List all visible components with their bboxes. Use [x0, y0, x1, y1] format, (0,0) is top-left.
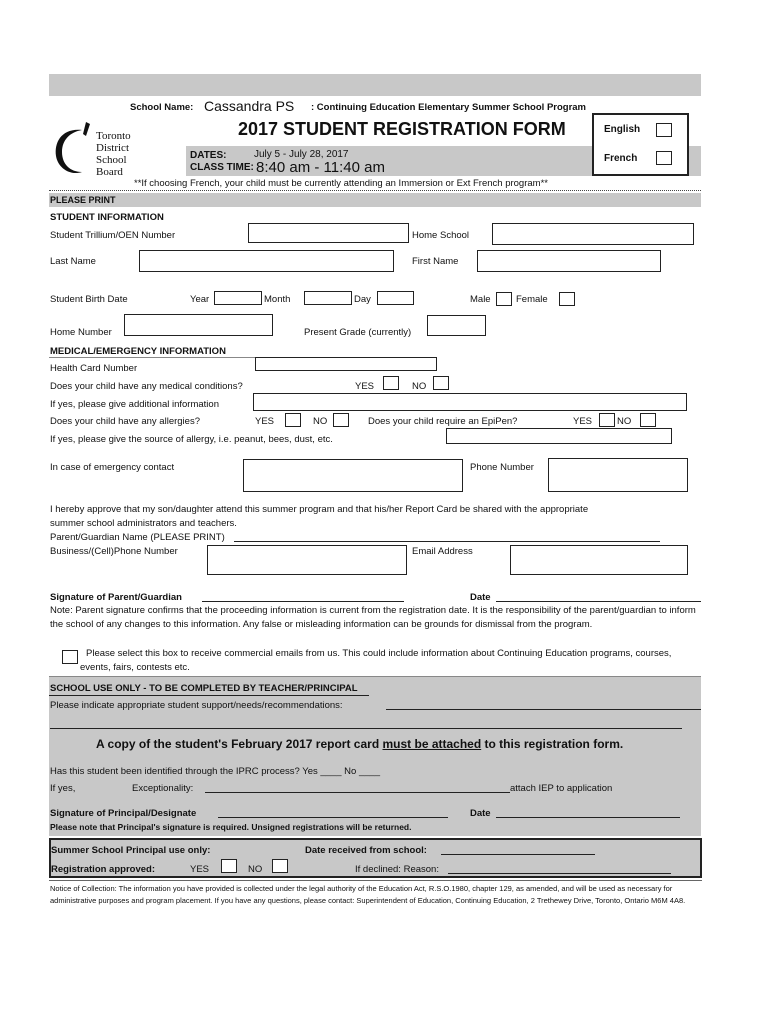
form-title: 2017 STUDENT REGISTRATION FORM [238, 119, 566, 139]
date-received-label: Date received from school: [305, 845, 427, 856]
principal-date-line[interactable] [496, 817, 680, 818]
report-card-underlined: must be attached [382, 737, 482, 751]
date-received-line[interactable] [441, 854, 595, 855]
first-name-label: First Name [412, 256, 459, 267]
iprc-question: Has this student been identified through the IPRC process? Yes ____ No ____ [50, 766, 381, 777]
home-number-input[interactable] [124, 314, 273, 336]
female-label: Female [516, 294, 548, 305]
school-name-label: School Name: [130, 102, 194, 113]
last-name-label: Last Name [50, 256, 96, 267]
female-checkbox[interactable] [559, 292, 575, 306]
male-label: Male [470, 294, 491, 305]
allergies-label: Does your child have any allergies? [50, 416, 200, 427]
last-name-input[interactable] [139, 250, 394, 272]
header-bar [49, 74, 701, 96]
email-opt-in-label: Please select this box to receive commercial emails from us. This could include information about Continuing Education programs, courses, events, fairs, contests etc. [80, 648, 672, 673]
phone-number-label: Phone Number [470, 462, 534, 473]
french-note: **If choosing French, your child must be currently attending an Immersion or Ext French program** [134, 178, 548, 189]
if-yes-label: If yes, [50, 783, 76, 794]
support-needs-line-2[interactable] [50, 728, 682, 729]
home-number-label: Home Number [50, 327, 112, 338]
year-input[interactable] [214, 291, 262, 305]
home-school-input[interactable] [492, 223, 694, 245]
present-grade-label: Present Grade (currently) [304, 327, 412, 338]
conditions-yes-checkbox[interactable] [383, 376, 399, 390]
notice-of-collection: Notice of Collection: The information you have provided is collected under the legal authority of the Education Act, R.S.O.1980, chapter 129, as amended, and will be used as necessary for administrative purposes and program placement. If you have any questions, please contact: Superintendent of Education, Continuing Education, 2 Trethewey Drive, Toronto, Ontario M6M 4A8. [50, 884, 686, 905]
principal-date-label: Date [470, 808, 491, 819]
support-needs-label: Please indicate appropriate student support/needs/recommendations: [50, 700, 343, 711]
emergency-contact-label: In case of emergency contact [50, 462, 175, 473]
present-grade-input[interactable] [427, 315, 486, 336]
birth-date-label: Student Birth Date [50, 294, 128, 305]
day-input[interactable] [377, 291, 414, 305]
english-checkbox[interactable] [656, 123, 672, 137]
business-phone-input[interactable] [207, 545, 407, 575]
language-box [592, 113, 689, 176]
conditions-yes-label: YES [355, 381, 375, 392]
class-time-label: CLASS TIME: [190, 162, 254, 173]
dates-label: DATES: [190, 150, 227, 161]
logo-line-2: District [96, 142, 129, 154]
logo-line-1: Toronto [96, 130, 131, 142]
email-input[interactable] [510, 545, 688, 575]
business-phone-label: Business/(Cell)Phone Number [50, 546, 178, 557]
email-label: Email Address [412, 546, 473, 557]
additional-info-input[interactable] [253, 393, 687, 411]
report-card-post: to this registration form. [481, 737, 624, 751]
year-label: Year [190, 294, 210, 305]
french-checkbox[interactable] [656, 151, 672, 165]
allergy-source-input[interactable] [446, 428, 672, 444]
reg-yes-checkbox[interactable] [221, 859, 237, 873]
approve-line-1: I hereby approve that my son/daughter attend this summer program and that his/her Report Card be shared with the appropriate [50, 504, 589, 515]
medical-heading: MEDICAL/EMERGENCY INFORMATION [50, 346, 226, 357]
principal-signature-label: Signature of Principal/Designate [50, 808, 197, 819]
reg-no-label: NO [248, 864, 263, 875]
program-name: : Continuing Education Elementary Summer School Program [311, 102, 587, 113]
guardian-signature-line[interactable] [202, 601, 404, 602]
principal-signature-line[interactable] [218, 817, 448, 818]
parent-note: Note: Parent signature confirms that the proceeding information is current from the registration date. It is the responsibility of the parent/guardian to inform the school of any changes to this information. Any false or misleading information can be grounds for dismissal from the program. [50, 605, 696, 630]
allergies-no-checkbox[interactable] [333, 413, 349, 427]
tdsb-logo [52, 122, 142, 180]
allergies-no-label: NO [313, 416, 328, 427]
email-opt-in-checkbox[interactable] [62, 650, 78, 664]
student-info-heading: STUDENT INFORMATION [50, 212, 164, 223]
epipen-label: Does your child require an EpiPen? [368, 416, 518, 427]
additional-info-label: If yes, please give additional information [50, 399, 219, 410]
class-time-value: 8:40 am - 11:40 am [256, 159, 385, 176]
approve-line-2: summer school administrators and teachers. [50, 518, 237, 529]
epipen-no-checkbox[interactable] [640, 413, 656, 427]
trillium-input[interactable] [248, 223, 409, 243]
day-label: Day [354, 294, 371, 305]
allergies-yes-checkbox[interactable] [285, 413, 301, 427]
exceptionality-label: Exceptionality: [132, 783, 194, 794]
please-print: PLEASE PRINT [50, 195, 116, 205]
guardian-date-line[interactable] [496, 601, 701, 602]
guardian-name-label: Parent/Guardian Name (PLEASE PRINT) [50, 532, 225, 543]
trillium-label: Student Trillium/OEN Number [50, 230, 176, 241]
school-use-heading: SCHOOL USE ONLY - TO BE COMPLETED BY TEACHER/PRINCIPAL [50, 683, 358, 694]
epipen-yes-checkbox[interactable] [599, 413, 615, 427]
tdsb-logo-icon [52, 122, 92, 180]
logo-line-4: Board [96, 166, 123, 178]
health-card-input[interactable] [255, 357, 437, 371]
reg-approved-label: Registration approved: [51, 864, 155, 875]
reg-no-checkbox[interactable] [272, 859, 288, 873]
principal-note: Please note that Principal's signature is required. Unsigned registrations will be returned. [50, 822, 412, 832]
home-school-label: Home School [412, 230, 470, 241]
guardian-signature-label: Signature of Parent/Guardian [50, 592, 182, 603]
conditions-no-checkbox[interactable] [433, 376, 449, 390]
first-name-input[interactable] [477, 250, 661, 272]
french-label: French [604, 153, 638, 164]
allergy-source-label: If yes, please give the source of allergy, i.e. peanut, bees, dust, etc. [50, 434, 333, 445]
summer-principal-label: Summer School Principal use only: [51, 845, 211, 856]
if-declined-label: If declined: Reason: [355, 864, 439, 875]
conditions-no-label: NO [412, 381, 427, 392]
exceptionality-line[interactable] [205, 792, 510, 793]
allergies-yes-label: YES [255, 416, 275, 427]
reg-yes-label: YES [190, 864, 210, 875]
epipen-no-label: NO [617, 416, 632, 427]
attach-iep-label: attach IEP to application [510, 783, 613, 794]
guardian-date-label: Date [470, 592, 491, 603]
health-card-label: Health Card Number [50, 363, 138, 374]
medical-conditions-label: Does your child have any medical conditions? [50, 381, 243, 392]
guardian-name-line[interactable] [234, 541, 660, 542]
support-needs-line[interactable] [386, 709, 701, 710]
phone-number-input[interactable] [548, 458, 688, 492]
declined-reason-line[interactable] [448, 873, 671, 874]
emergency-contact-input[interactable] [243, 459, 463, 492]
epipen-yes-label: YES [573, 416, 593, 427]
report-card-pre: A copy of the student's February 2017 report card [96, 737, 383, 751]
report-card-notice [96, 737, 623, 751]
month-label: Month [264, 294, 291, 305]
english-label: English [604, 124, 641, 135]
month-input[interactable] [304, 291, 352, 305]
logo-line-3: School [96, 154, 127, 166]
male-checkbox[interactable] [496, 292, 512, 306]
dates-value: July 5 - July 28, 2017 [254, 149, 349, 160]
school-name-value[interactable]: Cassandra PS [204, 98, 295, 114]
please-print-bar [49, 193, 701, 207]
